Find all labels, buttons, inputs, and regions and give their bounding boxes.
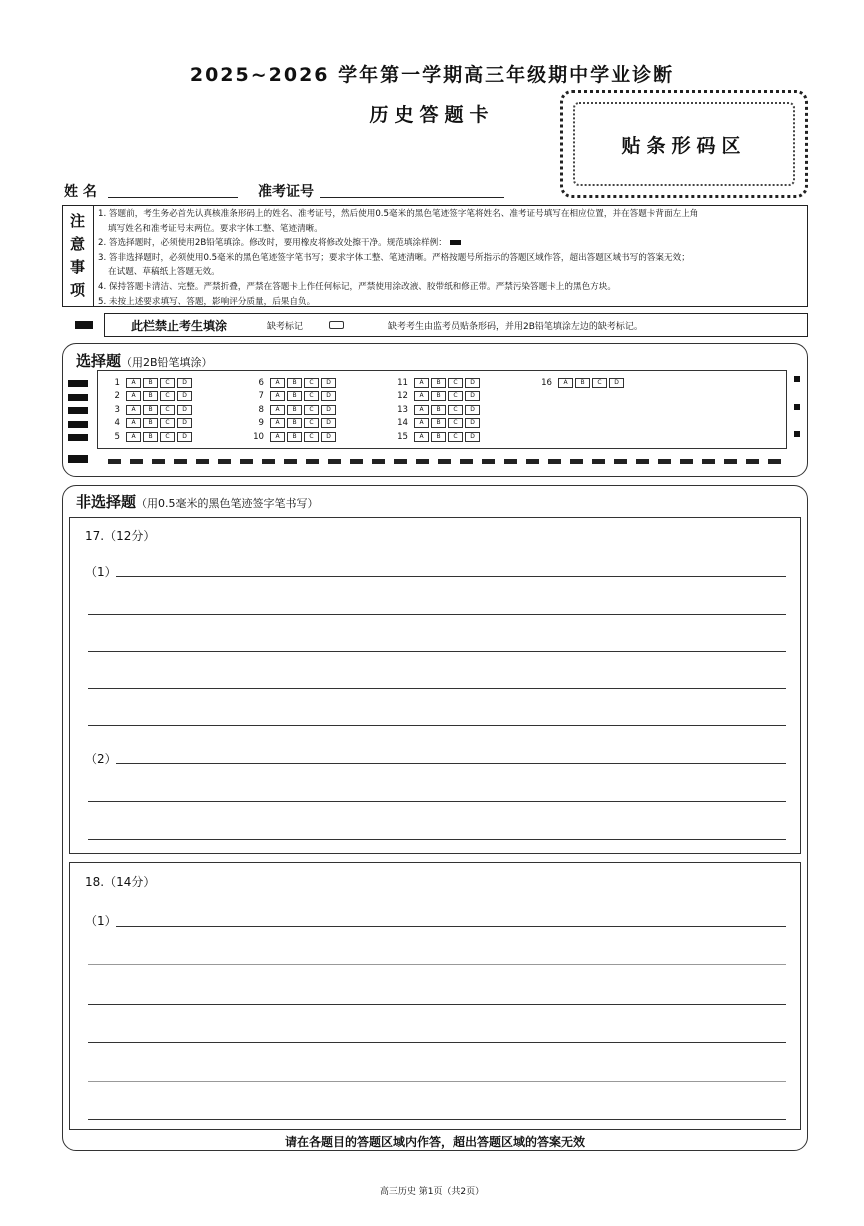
- option-bubble-d[interactable]: D: [465, 378, 480, 388]
- option-bubble-a[interactable]: A: [270, 432, 285, 442]
- timing-mark: [68, 380, 88, 387]
- dash-mark: [108, 459, 121, 464]
- open-title-text: 非选择题: [76, 493, 137, 511]
- option-bubble-d[interactable]: D: [177, 378, 192, 388]
- answer-line[interactable]: [88, 651, 786, 652]
- option-bubble-d[interactable]: D: [177, 432, 192, 442]
- option-bubble-b[interactable]: B: [431, 418, 446, 428]
- option-bubble-b[interactable]: B: [143, 391, 158, 401]
- notice-item: 3. 答非选择题时，必须使用0.5毫米的黑色笔迹签字笔书写；要求字体工整、笔迹清晰。严格按题号所指示的答题区域作答，超出答题区域书写的答案无效；: [98, 252, 690, 263]
- option-bubble-c[interactable]: C: [448, 405, 463, 415]
- dash-mark: [570, 459, 583, 464]
- choice-title-text: 选择题: [76, 352, 122, 370]
- option-bubble-c[interactable]: C: [160, 391, 175, 401]
- dash-mark: [438, 459, 451, 464]
- question-number: 16: [541, 378, 552, 388]
- dash-mark: [416, 459, 429, 464]
- option-bubble-a[interactable]: A: [126, 391, 141, 401]
- notice-title-char: 意: [69, 235, 85, 253]
- option-bubble-a[interactable]: A: [414, 418, 429, 428]
- absent-label: 缺考标记: [267, 321, 304, 332]
- option-bubble-b[interactable]: B: [431, 405, 446, 415]
- option-bubble-b[interactable]: B: [575, 378, 590, 388]
- option-bubble-c[interactable]: C: [448, 391, 463, 401]
- notice-item: 4. 保持答题卡清洁、完整。严禁折叠，严禁在答题卡上作任何标记，严禁使用涂改液、胶带纸和修正带。严禁污染答题卡上的黑色方块。: [98, 281, 616, 292]
- dash-mark: [504, 459, 517, 464]
- name-label: 姓 名: [64, 184, 97, 200]
- q17-part2-label: （2）: [85, 752, 117, 766]
- barcode-area: 贴条形码区: [573, 102, 795, 186]
- open-title: [76, 491, 319, 512]
- option-bubble-b[interactable]: B: [287, 418, 302, 428]
- option-bubble-d[interactable]: D: [177, 418, 192, 428]
- question-number: 13: [397, 405, 408, 415]
- option-bubble-c[interactable]: C: [592, 378, 607, 388]
- exam-id-label: 准考证号: [258, 184, 314, 200]
- option-bubble-b[interactable]: B: [143, 418, 158, 428]
- answer-line[interactable]: [88, 1119, 786, 1120]
- dash-mark: [240, 459, 253, 464]
- question-number: 7: [258, 391, 264, 401]
- notice-item: 填写姓名和准考证号末两位。要求字体工整、笔迹清晰。: [108, 223, 323, 234]
- option-bubble-d[interactable]: D: [465, 391, 480, 401]
- question-number: 9: [258, 418, 264, 428]
- option-bubble-b[interactable]: B: [287, 378, 302, 388]
- question-number: 6: [258, 378, 264, 388]
- notice-title: [62, 205, 94, 307]
- option-bubble-c[interactable]: C: [304, 391, 319, 401]
- forbidden-label: 此栏禁止考生填涂: [131, 318, 228, 333]
- option-bubble-b[interactable]: B: [143, 432, 158, 442]
- dash-mark: [218, 459, 231, 464]
- notice-list: [98, 207, 804, 309]
- q17-answer-box[interactable]: [69, 517, 801, 854]
- option-bubble-d[interactable]: D: [465, 432, 480, 442]
- timing-mark: [75, 321, 93, 329]
- choice-question: [392, 417, 482, 429]
- notice-title-char: 注: [69, 212, 85, 230]
- timing-mark: [68, 421, 88, 428]
- option-bubble-c[interactable]: C: [160, 378, 175, 388]
- out-of-area-warning: 请在各题目的答题区域内作答，超出答题区域的答案无效: [284, 1135, 585, 1149]
- answer-line[interactable]: [116, 763, 786, 764]
- option-bubble-c[interactable]: C: [448, 432, 463, 442]
- dash-mark: [174, 459, 187, 464]
- name-field[interactable]: [108, 197, 238, 198]
- choice-question: [248, 390, 338, 402]
- timing-mark: [68, 394, 88, 401]
- timing-mark: [68, 455, 88, 463]
- dash-mark: [526, 459, 539, 464]
- option-bubble-d[interactable]: D: [465, 418, 480, 428]
- dash-mark: [350, 459, 363, 464]
- answer-line[interactable]: [88, 839, 786, 840]
- dash-mark: [372, 459, 385, 464]
- notice-title-char: 事: [69, 258, 85, 276]
- option-bubble-b[interactable]: B: [431, 391, 446, 401]
- choice-question: [104, 417, 194, 429]
- answer-line[interactable]: [116, 576, 786, 577]
- choice-question: [392, 404, 482, 416]
- dash-mark: [284, 459, 297, 464]
- dash-mark: [702, 459, 715, 464]
- dash-mark: [768, 459, 781, 464]
- option-bubble-a[interactable]: A: [270, 418, 285, 428]
- option-bubble-c[interactable]: C: [304, 405, 319, 415]
- notice-item: 1. 答题前，考生务必首先认真核准条形码上的姓名、准考证号，然后使用0.5毫米的黑色笔迹签字笔将姓名、准考证号填写在相应位置，并在答题卡背面左上角: [98, 209, 699, 219]
- option-bubble-b[interactable]: B: [431, 378, 446, 388]
- option-bubble-c[interactable]: C: [304, 432, 319, 442]
- option-bubble-d[interactable]: D: [177, 391, 192, 401]
- option-bubble-b[interactable]: B: [287, 391, 302, 401]
- option-bubble-a[interactable]: A: [558, 378, 573, 388]
- option-bubble-c[interactable]: C: [160, 418, 175, 428]
- option-bubble-a[interactable]: A: [126, 405, 141, 415]
- question-number: 11: [397, 378, 408, 388]
- option-bubble-a[interactable]: A: [270, 378, 285, 388]
- dash-mark: [262, 459, 275, 464]
- answer-line[interactable]: [88, 1042, 786, 1043]
- timing-mark: [68, 434, 88, 441]
- q18-answer-box[interactable]: [69, 862, 801, 1130]
- answer-line[interactable]: [88, 1081, 786, 1082]
- notice-item: [98, 236, 804, 251]
- option-bubble-d[interactable]: D: [321, 391, 336, 401]
- dash-mark: [636, 459, 649, 464]
- option-bubble-d[interactable]: D: [321, 378, 336, 388]
- choice-question: [104, 377, 194, 389]
- choice-question: [248, 417, 338, 429]
- sheet-subtitle: 历史答题卡: [369, 104, 495, 126]
- q17-part1-label: （1）: [85, 565, 117, 579]
- option-bubble-b[interactable]: B: [287, 432, 302, 442]
- dash-mark: [746, 459, 759, 464]
- option-bubble-b[interactable]: B: [143, 405, 158, 415]
- question-number: 14: [397, 418, 408, 428]
- dash-mark: [394, 459, 407, 464]
- dash-mark: [548, 459, 561, 464]
- question-number: 15: [397, 432, 408, 442]
- choice-title: [76, 350, 213, 371]
- choice-question: [104, 404, 194, 416]
- option-bubble-c[interactable]: C: [304, 378, 319, 388]
- option-bubble-c[interactable]: C: [160, 405, 175, 415]
- option-bubble-a[interactable]: A: [270, 391, 285, 401]
- page-footer: 高三历史 第1页（共2页）: [379, 1187, 485, 1197]
- option-bubble-c[interactable]: C: [304, 418, 319, 428]
- option-bubble-b[interactable]: B: [431, 432, 446, 442]
- choice-question: [104, 431, 194, 443]
- q18-heading: 18.（14分）: [85, 875, 156, 889]
- choice-note: （用2B铅笔填涂）: [121, 356, 213, 369]
- option-bubble-c[interactable]: C: [448, 418, 463, 428]
- timing-mark: [794, 431, 800, 437]
- absent-mark-row: [104, 313, 808, 337]
- notice-item: 5. 未按上述要求填写、答题，影响评分质量，后果自负。: [98, 296, 316, 307]
- choice-question: [392, 390, 482, 402]
- choice-question: [248, 404, 338, 416]
- fill-sample-mark: [450, 240, 461, 245]
- option-bubble-b[interactable]: B: [287, 405, 302, 415]
- option-bubble-a[interactable]: A: [126, 378, 141, 388]
- dash-mark: [724, 459, 737, 464]
- timing-mark: [794, 404, 800, 410]
- choice-question: [248, 377, 338, 389]
- dash-mark: [482, 459, 495, 464]
- absent-bubble[interactable]: [329, 321, 344, 329]
- option-bubble-a[interactable]: A: [414, 405, 429, 415]
- question-number: 12: [397, 391, 408, 401]
- option-bubble-b[interactable]: B: [143, 378, 158, 388]
- question-number: 5: [114, 432, 120, 442]
- question-number: 8: [258, 405, 264, 415]
- dash-mark: [658, 459, 671, 464]
- option-bubble-d[interactable]: D: [321, 405, 336, 415]
- option-bubble-a[interactable]: A: [414, 432, 429, 442]
- q17-heading: 17.（12分）: [85, 529, 156, 543]
- exam-id-field[interactable]: [320, 197, 504, 198]
- question-number: 3: [114, 405, 120, 415]
- dash-mark: [460, 459, 473, 464]
- dash-mark: [152, 459, 165, 464]
- open-note: （用0.5毫米的黑色笔迹签字笔书写）: [136, 497, 319, 510]
- option-bubble-a[interactable]: A: [126, 432, 141, 442]
- choice-question: [536, 377, 626, 389]
- option-bubble-a[interactable]: A: [414, 391, 429, 401]
- choice-question: [392, 431, 482, 443]
- option-bubble-c[interactable]: C: [160, 432, 175, 442]
- absent-note: 缺考考生由监考员贴条形码，并用2B铅笔填涂左边的缺考标记。: [388, 321, 643, 332]
- choice-question: [392, 377, 482, 389]
- choice-question: [248, 431, 338, 443]
- option-bubble-a[interactable]: A: [270, 405, 285, 415]
- answer-line[interactable]: [88, 725, 786, 726]
- dash-mark: [328, 459, 341, 464]
- option-bubble-d[interactable]: D: [609, 378, 624, 388]
- choice-question: [104, 390, 194, 402]
- answer-line[interactable]: [88, 1004, 786, 1005]
- answer-line[interactable]: [88, 801, 786, 802]
- question-number: 10: [253, 432, 264, 442]
- answer-line[interactable]: [88, 614, 786, 615]
- option-bubble-d[interactable]: D: [321, 418, 336, 428]
- dash-mark: [592, 459, 605, 464]
- question-number: 4: [114, 418, 120, 428]
- timing-mark: [68, 407, 88, 414]
- exam-title: 2025~2026 学年第一学期高三年级期中学业诊断: [189, 64, 675, 86]
- question-number: 1: [114, 378, 120, 388]
- option-bubble-d[interactable]: D: [321, 432, 336, 442]
- option-bubble-a[interactable]: A: [414, 378, 429, 388]
- notice-item-text: 2. 答选择题时，必须使用2B铅笔填涂。修改时，要用橡皮将修改处擦干净。规范填涂样例：: [98, 238, 447, 249]
- answer-line[interactable]: [116, 926, 786, 927]
- timing-mark: [794, 376, 800, 382]
- notice-item: 在试题、草稿纸上答题无效。: [108, 267, 220, 278]
- dash-mark: [306, 459, 319, 464]
- option-bubble-d[interactable]: D: [465, 405, 480, 415]
- option-bubble-a[interactable]: A: [126, 418, 141, 428]
- dash-mark: [196, 459, 209, 464]
- dash-mark: [614, 459, 627, 464]
- option-bubble-d[interactable]: D: [177, 405, 192, 415]
- answer-line[interactable]: [88, 688, 786, 689]
- question-number: 2: [114, 391, 120, 401]
- q18-part1-label: （1）: [85, 914, 117, 928]
- dash-mark: [680, 459, 693, 464]
- option-bubble-c[interactable]: C: [448, 378, 463, 388]
- notice-title-char: 项: [69, 281, 85, 299]
- dash-mark: [130, 459, 143, 464]
- answer-line[interactable]: [88, 964, 786, 965]
